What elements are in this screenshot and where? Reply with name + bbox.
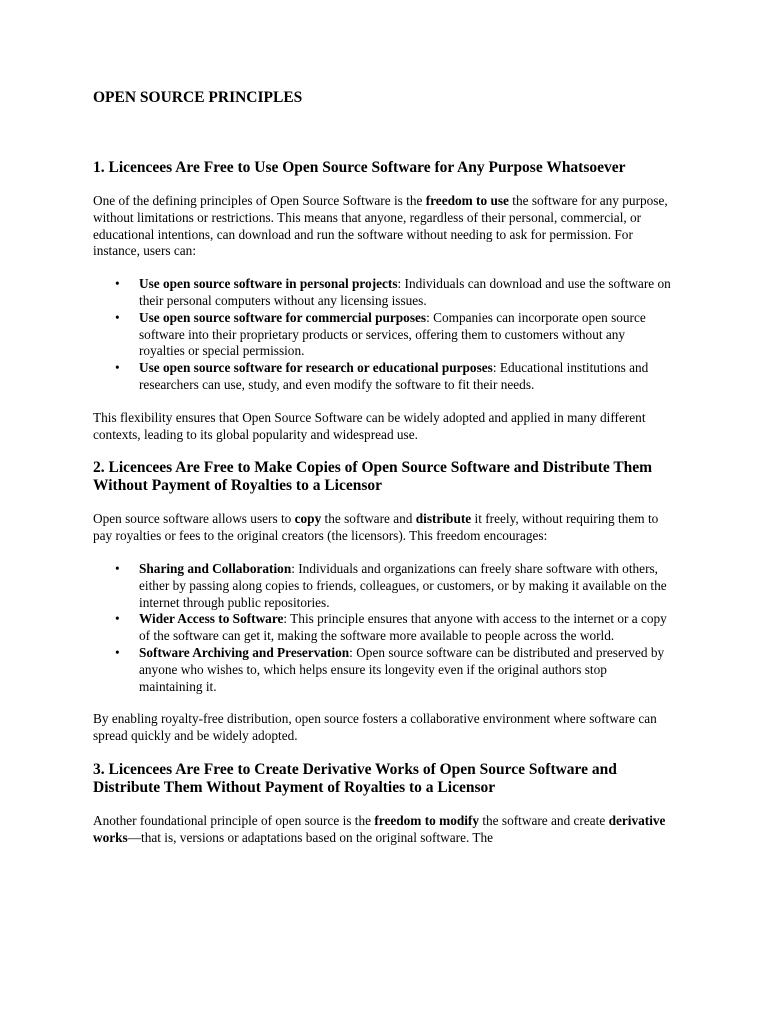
section-heading: 1. Licencees Are Free to Use Open Source Software for Any Purpose Whatsoever bbox=[93, 159, 626, 176]
intro-text: Another foundational principle of open source is the bbox=[93, 812, 375, 828]
section-closing: By enabling royalty-free distribution, open source fosters a collaborative environment where software can spread quickly and be widely adopted. bbox=[93, 711, 657, 744]
bullet-bold-text: Use open source software in personal projects bbox=[139, 276, 398, 292]
bullet-icon: • bbox=[115, 560, 120, 576]
section-heading: 3. Licencees Are Free to Create Derivative Works of Open Source Software and Distribute Them Without Payment of Royalties to a Licensor bbox=[93, 760, 617, 796]
bullet-text: : Companies can incorporate open source software into their proprietary products or services, offering them to customers without any royalties or special permission. bbox=[139, 309, 646, 359]
bullet-icon: • bbox=[115, 644, 120, 660]
intro-text: the software for any purpose, without limitations or restrictions. This means that anyone, regardless of their personal, commercial, or educational intentions, can download and run the software without needing to ask for permission. For instance, users can: bbox=[93, 193, 668, 259]
intro-text: Open source software allows users to bbox=[93, 511, 295, 527]
bullet-list bbox=[93, 561, 673, 695]
section-closing: This flexibility ensures that Open Source Software can be widely adopted and applied in many different contexts, leading to its global popularity and widespread use. bbox=[93, 409, 646, 442]
document-title: OPEN SOURCE PRINCIPLES bbox=[93, 89, 303, 106]
document-body bbox=[93, 159, 673, 863]
list-item bbox=[93, 276, 673, 310]
section-2 bbox=[93, 459, 673, 745]
bullet-text: : Individuals can download and use the software on their personal computers without any licensing issues. bbox=[139, 276, 671, 308]
bullet-list bbox=[93, 276, 673, 394]
bullet-bold-text: Wider Access to Software bbox=[139, 611, 284, 627]
intro-bold-text: derivative works bbox=[93, 812, 666, 845]
bullet-icon: • bbox=[115, 611, 120, 627]
list-item bbox=[93, 360, 673, 394]
intro-bold-text: distribute bbox=[415, 511, 472, 527]
section-1 bbox=[93, 159, 673, 443]
intro-text: the software and bbox=[321, 511, 416, 527]
list-item bbox=[93, 645, 673, 695]
bullet-text: : Individuals and organizations can freely share software with others, either by passing along copies to friends, colleagues, or customers, or by making it available on the internet through public repositories. bbox=[139, 560, 667, 610]
bullet-icon: • bbox=[115, 360, 120, 376]
bullet-bold-text: Use open source software for research or educational purposes bbox=[139, 360, 493, 376]
list-item bbox=[93, 310, 673, 360]
list-item bbox=[93, 561, 673, 611]
bullet-text: : Educational institutions and researchers can use, study, and even modify the software to fit their needs. bbox=[139, 360, 649, 392]
section-intro bbox=[93, 813, 673, 847]
bullet-text: : This principle ensures that anyone with access to the internet or a copy of the software can get it, making the software more available to people across the world. bbox=[139, 611, 667, 644]
bullet-bold-text: Sharing and Collaboration bbox=[139, 560, 292, 576]
list-item bbox=[93, 611, 673, 645]
bullet-text: : Open source software can be distributed and preserved by anyone who wishes to, which helps ensure its longevity even if the original authors stop maintaining it. bbox=[139, 644, 665, 694]
bullet-bold-text: Use open source software for commercial purposes bbox=[139, 309, 427, 325]
section-3 bbox=[93, 761, 673, 847]
section-intro bbox=[93, 193, 673, 260]
section-heading: 2. Licencees Are Free to Make Copies of Open Source Software and Distribute Them Without Payment of Royalties to a Licensor bbox=[93, 459, 653, 495]
intro-bold-text: freedom to modify bbox=[374, 812, 480, 828]
bullet-icon: • bbox=[115, 276, 120, 292]
intro-text: —that is, versions or adaptations based on the original software. The bbox=[127, 829, 494, 845]
intro-text: One of the defining principles of Open Source Software is the bbox=[93, 193, 426, 208]
intro-text: the software and create bbox=[479, 812, 609, 828]
intro-bold-text: copy bbox=[294, 511, 322, 527]
bullet-bold-text: Software Archiving and Preservation bbox=[139, 644, 350, 660]
bullet-icon: • bbox=[115, 309, 120, 325]
section-intro bbox=[93, 511, 673, 545]
intro-text: it freely, without requiring them to pay royalties or fees to the original creators (the licensors). This freedom encourages: bbox=[93, 511, 659, 544]
intro-bold-text: freedom to use bbox=[425, 193, 509, 208]
